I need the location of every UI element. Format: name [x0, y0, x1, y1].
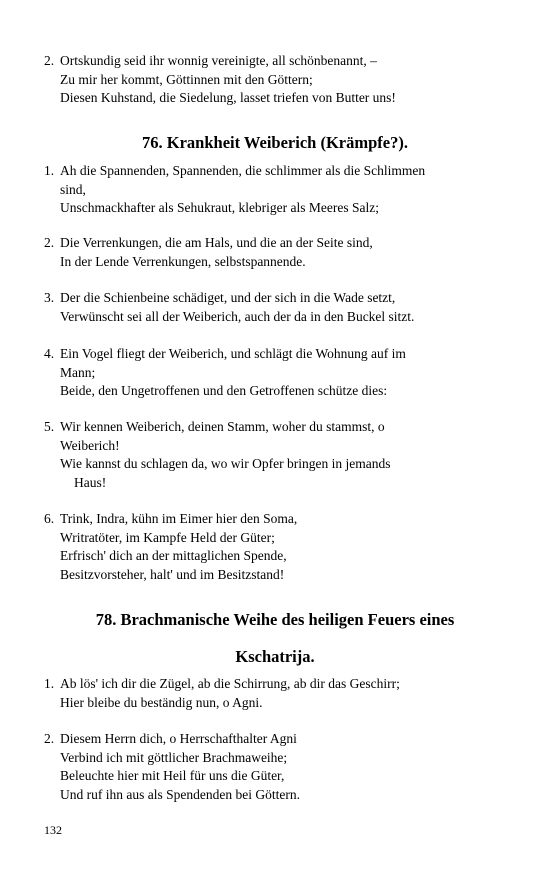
verse-76-6: [44, 510, 297, 584]
verse-line: Hier bleibe du beständig nun, o Agni.: [60, 694, 263, 710]
verse-line: Writratöter, im Kampfe Held der Güter;: [60, 529, 275, 545]
verse-number: 2.: [44, 235, 55, 250]
verse-line: Besitzvorsteher, halt' und im Besitzstand!: [60, 566, 285, 582]
section-heading-76: 76. Krankheit Weiberich (Krämpfe?).: [142, 133, 408, 152]
verse-line: Beleuchte hier mit Heil für uns die Güter,: [60, 768, 285, 783]
verse-line: Diesen Kuhstand, die Siedelung, lasset triefen von Butter uns!: [60, 90, 396, 105]
verse-76-2: [44, 234, 373, 271]
verse-line: Wie kannst du schlagen da, wo wir Opfer bringen in jemands: [60, 456, 391, 471]
verse-line: In der Lende Verrenkungen, selbstspannende.: [60, 253, 306, 269]
verse-78-1: [44, 675, 400, 712]
verse-line: Und ruf ihn aus als Spendenden bei Göttern.: [60, 786, 300, 802]
verse-number: 3.: [44, 290, 55, 305]
verse-line: Weiberich!: [60, 437, 120, 453]
verse-prev-2: [44, 52, 396, 108]
verse-line: Trink, Indra, kühn im Eimer hier den Soma,: [60, 511, 298, 526]
verse-line: Erfrisch' dich an der mittaglichen Spende,: [60, 548, 287, 563]
verse-number: 6.: [44, 511, 55, 526]
verse-line: Zu mir her kommt, Göttinnen mit den Göttern;: [60, 71, 313, 87]
verse-line: Haus!: [74, 474, 107, 490]
verse-line: Ab lös' ich dir die Zügel, ab die Schirrung, ab dir das Geschirr;: [60, 676, 400, 691]
verse-number: 4.: [44, 346, 55, 361]
verse-number: 2.: [44, 731, 55, 746]
verse-line: Verwünscht sei all der Weiberich, auch der da in den Buckel sitzt.: [60, 308, 415, 324]
verse-line: Mann;: [60, 364, 96, 380]
verse-76-3: [44, 289, 414, 326]
verse-76-1: [44, 162, 425, 218]
verse-line: Die Verrenkungen, die am Hals, und die an der Seite sind,: [60, 235, 373, 250]
verse-line: Diesem Herrn dich, o Herrschafthalter Agni: [60, 731, 297, 746]
verse-line: Ein Vogel fliegt der Weiberich, und schlägt die Wohnung auf im: [60, 346, 406, 361]
verse-line: Ortskundig seid ihr wonnig vereinigte, all schönbenannt, –: [60, 53, 377, 68]
verse-78-2: [44, 730, 300, 804]
verse-line: Ah die Spannenden, Spannenden, die schlimmer als die Schlimmen: [60, 163, 426, 178]
verse-line: sind,: [60, 181, 86, 197]
section-heading-78: 78. Brachmanische Weihe des heiligen Feuers eines: [95, 610, 455, 629]
verse-number: 1.: [44, 163, 55, 178]
verse-line: Unschmackhafter als Sehukraut, klebriger als Meeres Salz;: [60, 200, 380, 215]
verse-number: 2.: [44, 53, 55, 68]
section-heading-78-line2: Kschatrija.: [235, 647, 315, 666]
verse-76-5: [44, 418, 391, 492]
verse-line: Wir kennen Weiberich, deinen Stamm, woher du stammst, o: [60, 419, 385, 434]
verse-line: Verbind ich mit göttlicher Brachmaweihe;: [60, 749, 288, 765]
verse-76-4: [44, 345, 406, 401]
verse-line: Der die Schienbeine schädiget, und der sich in die Wade setzt,: [60, 290, 396, 305]
verse-line: Beide, den Ungetroffenen und den Getroffenen schütze dies:: [60, 383, 388, 398]
page-number: 132: [44, 823, 62, 837]
verse-number: 5.: [44, 419, 55, 434]
verse-number: 1.: [44, 676, 55, 691]
